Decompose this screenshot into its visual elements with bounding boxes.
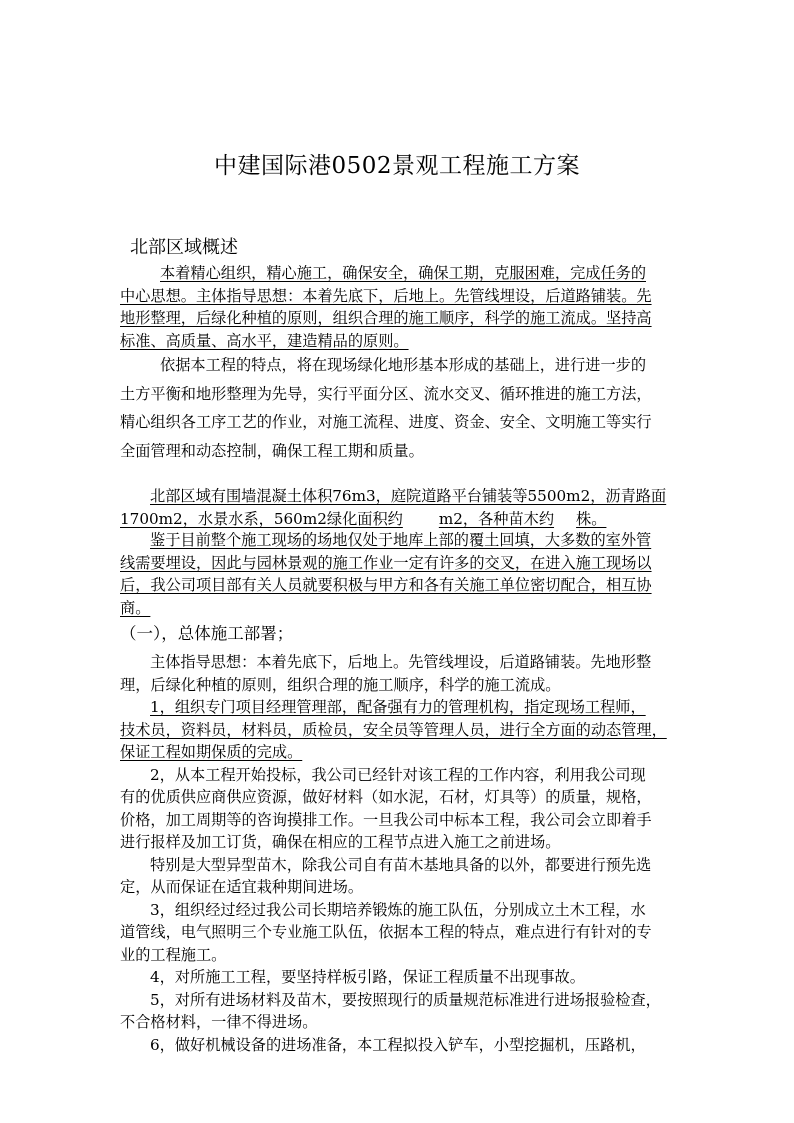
text-line: 6，做好机械设备的进场准备，本工程拟投入铲车，小型挖掘机，压路机， bbox=[150, 1035, 646, 1054]
paragraph-site-conditions bbox=[120, 529, 682, 619]
text-line: 特别是大型异型苗木，除我公司自有苗木基地具备的以外，都要进行预先选 bbox=[150, 855, 652, 874]
paragraph-characteristics bbox=[120, 351, 682, 465]
text-segment: 1700m2，水景水系，560m2绿化面积约 bbox=[120, 509, 403, 528]
text-line: 业的工程施工。 bbox=[120, 945, 227, 964]
text-line: 中心思想。主体指导思想：本着先底下，后地上。先管线埋设，后道路铺装。先 bbox=[120, 286, 652, 305]
text-line: 标准、高质量、高水平，建造精品的原则。 bbox=[120, 331, 409, 350]
text-line: 北部区域有围墙混凝土体积76m3，庭院道路平台铺装等5500m2，沥青路面 bbox=[150, 487, 667, 505]
text-line: 鉴于目前整个施工现场的场地仅处于地库上部的覆土回填，大多数的室外管 bbox=[150, 531, 652, 549]
text-line: 3，组织经过经过我公司长期培养锻炼的施工队伍，分别成立土木工程，水 bbox=[150, 900, 646, 919]
section-1-body bbox=[120, 651, 682, 1056]
text-line: 道管线，电气照明三个专业施工队伍，依据本工程的特点，难点进行有针对的专 bbox=[120, 923, 652, 941]
paragraph-quantities bbox=[120, 485, 682, 530]
text-line: 技术员，资料员，材料员，质检员，安全员等管理人员，进行全方面的动态管理， bbox=[120, 720, 667, 739]
text-line: 本着精心组织，精心施工，确保安全，确保工期，克服困难，完成任务的 bbox=[160, 264, 646, 282]
text-line: 地形整理，后绿化种植的原则，组织合理的施工顺序，科学的施工流成。坚持高 bbox=[120, 309, 652, 327]
text-line: 精心组织各工序工艺的作业，对施工流程、进度、资金、安全、文明施工等实行 bbox=[120, 413, 652, 431]
text-line: 土方平衡和地形整理为先导，实行平面分区、流水交叉、循环推进的施工方法， bbox=[120, 384, 652, 403]
text-line: 依据本工程的特点，将在现场绿化地形基本形成的基础上，进行进一步的 bbox=[160, 356, 646, 374]
text-line: 主体指导思想：本着先底下，后地上。先管线埋设，后道路铺装。先地形整 bbox=[150, 653, 652, 671]
section-1-title: （一），总体施工部署； bbox=[120, 624, 294, 643]
text-line: 线需要埋设，因此与园林景观的施工作业一定有许多的交叉，在进入施工现场以 bbox=[120, 553, 652, 572]
text-line: 商。 bbox=[120, 598, 151, 617]
text-line: 理，后绿化种植的原则，组织合理的施工顺序，科学的施工流成。 bbox=[120, 675, 561, 694]
text-line: 5，对所有进场材料及苗木，要按照现行的质量规范标准进行进场报验检查， bbox=[150, 990, 661, 1009]
text-line: 保证工程如期保质的完成。 bbox=[120, 743, 303, 761]
text-line: 4，对所施工工程，要坚持样板引路，保证工程质量不出现事故。 bbox=[150, 968, 585, 986]
text-line: 不合格材料，一律不得进场。 bbox=[120, 1013, 318, 1031]
text-line: 价格，加工周期等的咨询摸排工作。一旦我公司中标本工程，我公司会立即着手 bbox=[120, 810, 652, 829]
document-title: 中建国际港0502景观工程施工方案 bbox=[213, 153, 581, 179]
text-line: 后，我公司项目部有关人员就要积极与甲方和各有关施工单位密切配合，相互协 bbox=[120, 576, 652, 594]
section-heading: 北部区域概述 bbox=[130, 237, 238, 258]
text-segment: 株。 bbox=[576, 509, 607, 528]
text-line: 1，组织专门项目经理管理部，配备强有力的管理机构，指定现场工程师， bbox=[150, 698, 646, 716]
text-line: 全面管理和动态控制，确保工程工期和质量。 bbox=[120, 441, 424, 460]
text-line: 进行报样及加工订货，确保在相应的工程节点进入施工之前进场。 bbox=[120, 833, 561, 851]
paragraph-intro bbox=[120, 262, 682, 352]
text-line bbox=[120, 508, 682, 531]
text-segment: m2，各种苗木约 bbox=[438, 509, 555, 528]
text-line: 2，从本工程开始投标，我公司已经针对该工程的工作内容，利用我公司现 bbox=[150, 765, 646, 784]
text-line: 有的优质供应商供应资源，做好材料（如水泥，石材，灯具等）的质量，规格， bbox=[120, 788, 652, 806]
text-line: 定，从而保证在适宜栽种期间进场。 bbox=[120, 878, 363, 896]
